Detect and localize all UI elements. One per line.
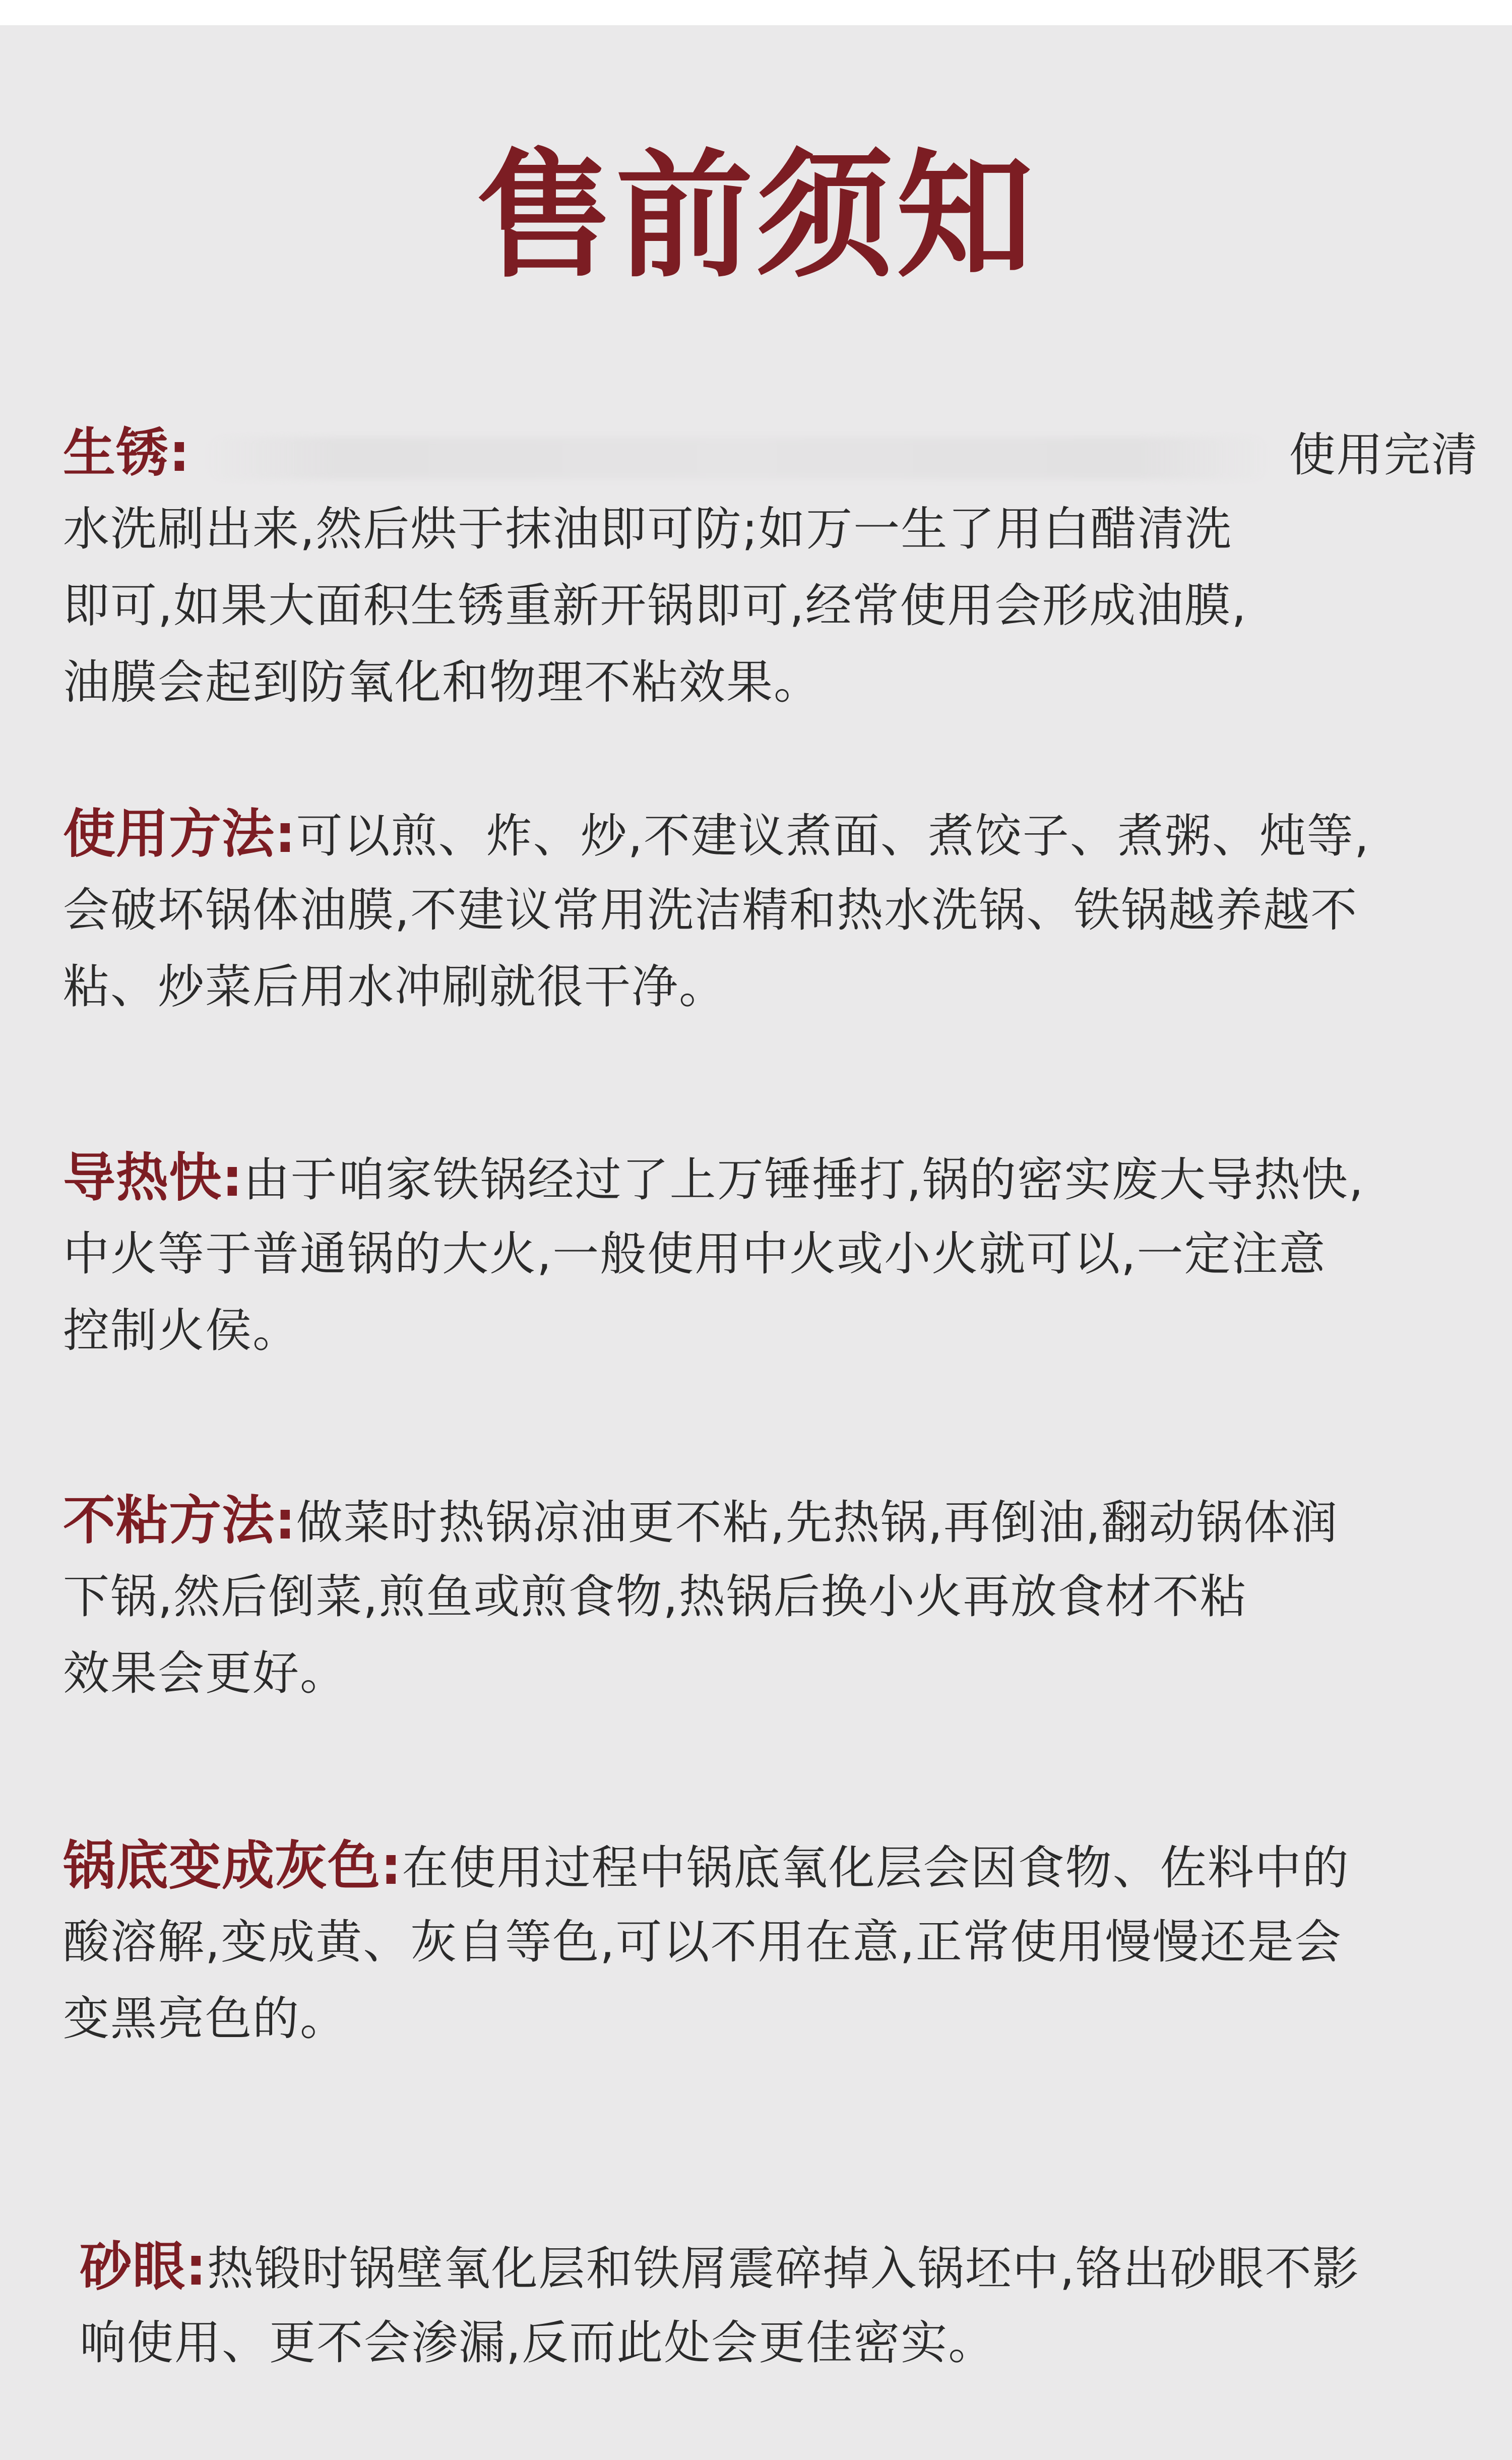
section-text: 做菜时热锅凉油更不粘,先热锅,再倒油,翻动锅体润 <box>296 1496 1339 1550</box>
section-text: 使用完清 <box>1289 428 1479 482</box>
section-label: 锅底变成灰色: <box>63 1835 402 1896</box>
section-text: 可以煎、炸、炒,不建议煮面、煮饺子、煮粥、炖等, <box>296 809 1370 863</box>
section-heat-line-1 <box>63 1139 1494 1216</box>
page-title: 售前须知 <box>476 137 1036 296</box>
section-text: 下锅,然后倒菜,煎鱼或煎食物,热锅后换小火再放食材不粘 <box>63 1570 1247 1624</box>
section-text: 效果会更好。 <box>63 1646 348 1700</box>
section-text: 热锻时锅壁氧化层和铁屑震碎掉入锅坯中,铬出砂眼不影 <box>207 2242 1360 2296</box>
section-text: 在使用过程中锅底氧化层会因食物、佐料中的 <box>402 1841 1350 1895</box>
section-label: 使用方法: <box>63 803 296 865</box>
section-text: 由于咱家铁锅经过了上万锤捶打,锅的密实废大导热快, <box>243 1153 1365 1207</box>
section-nonstick <box>63 1482 1494 1712</box>
section-label: 不粘方法: <box>63 1490 296 1551</box>
section-rust <box>63 414 1494 721</box>
section-text: 粘、炒菜后用水冲刷就很干净。 <box>63 960 727 1014</box>
blurred-text-region <box>206 437 1269 479</box>
section-label: 砂眼: <box>80 2236 207 2297</box>
section-text: 会破坏锅体油膜,不建议常用洗洁精和热水洗锅、铁锅越养越不 <box>63 883 1358 937</box>
section-sand-holes <box>80 2228 1511 2381</box>
section-text: 即可,如果大面积生锈重新开锅即可,经常使用会形成油膜, <box>63 579 1247 633</box>
section-text: 水洗刷出来,然后烘于抹油即可防;如万一生了用白醋清洗 <box>63 502 1233 556</box>
section-usage <box>63 795 1494 1025</box>
section-label: 导热快: <box>63 1147 243 1208</box>
section-text: 油膜会起到防氧化和物理不粘效果。 <box>63 655 822 709</box>
section-nonstick-line-1 <box>63 1482 1494 1559</box>
section-grey-bottom-line-1 <box>63 1827 1494 1904</box>
section-usage-line-1 <box>63 795 1494 872</box>
section-label: 生锈: <box>63 422 191 483</box>
section-sand-holes-line-1 <box>80 2228 1511 2305</box>
section-grey-bottom <box>63 1827 1494 2057</box>
section-text: 响使用、更不会渗漏,反而此处会更佳密实。 <box>80 2316 996 2370</box>
section-rust-line-1 <box>63 414 1494 491</box>
section-text: 变黑亮色的。 <box>63 1992 348 2046</box>
section-heat <box>63 1139 1494 1369</box>
section-text: 中火等于普通锅的大火,一般使用中火或小火就可以,一定注意 <box>63 1227 1327 1281</box>
notice-sheet <box>0 25 1512 2460</box>
section-text: 控制火侯。 <box>63 1304 300 1358</box>
section-text: 酸溶解,变成黄、灰自等色,可以不用在意,正常使用慢慢还是会 <box>63 1915 1342 1969</box>
